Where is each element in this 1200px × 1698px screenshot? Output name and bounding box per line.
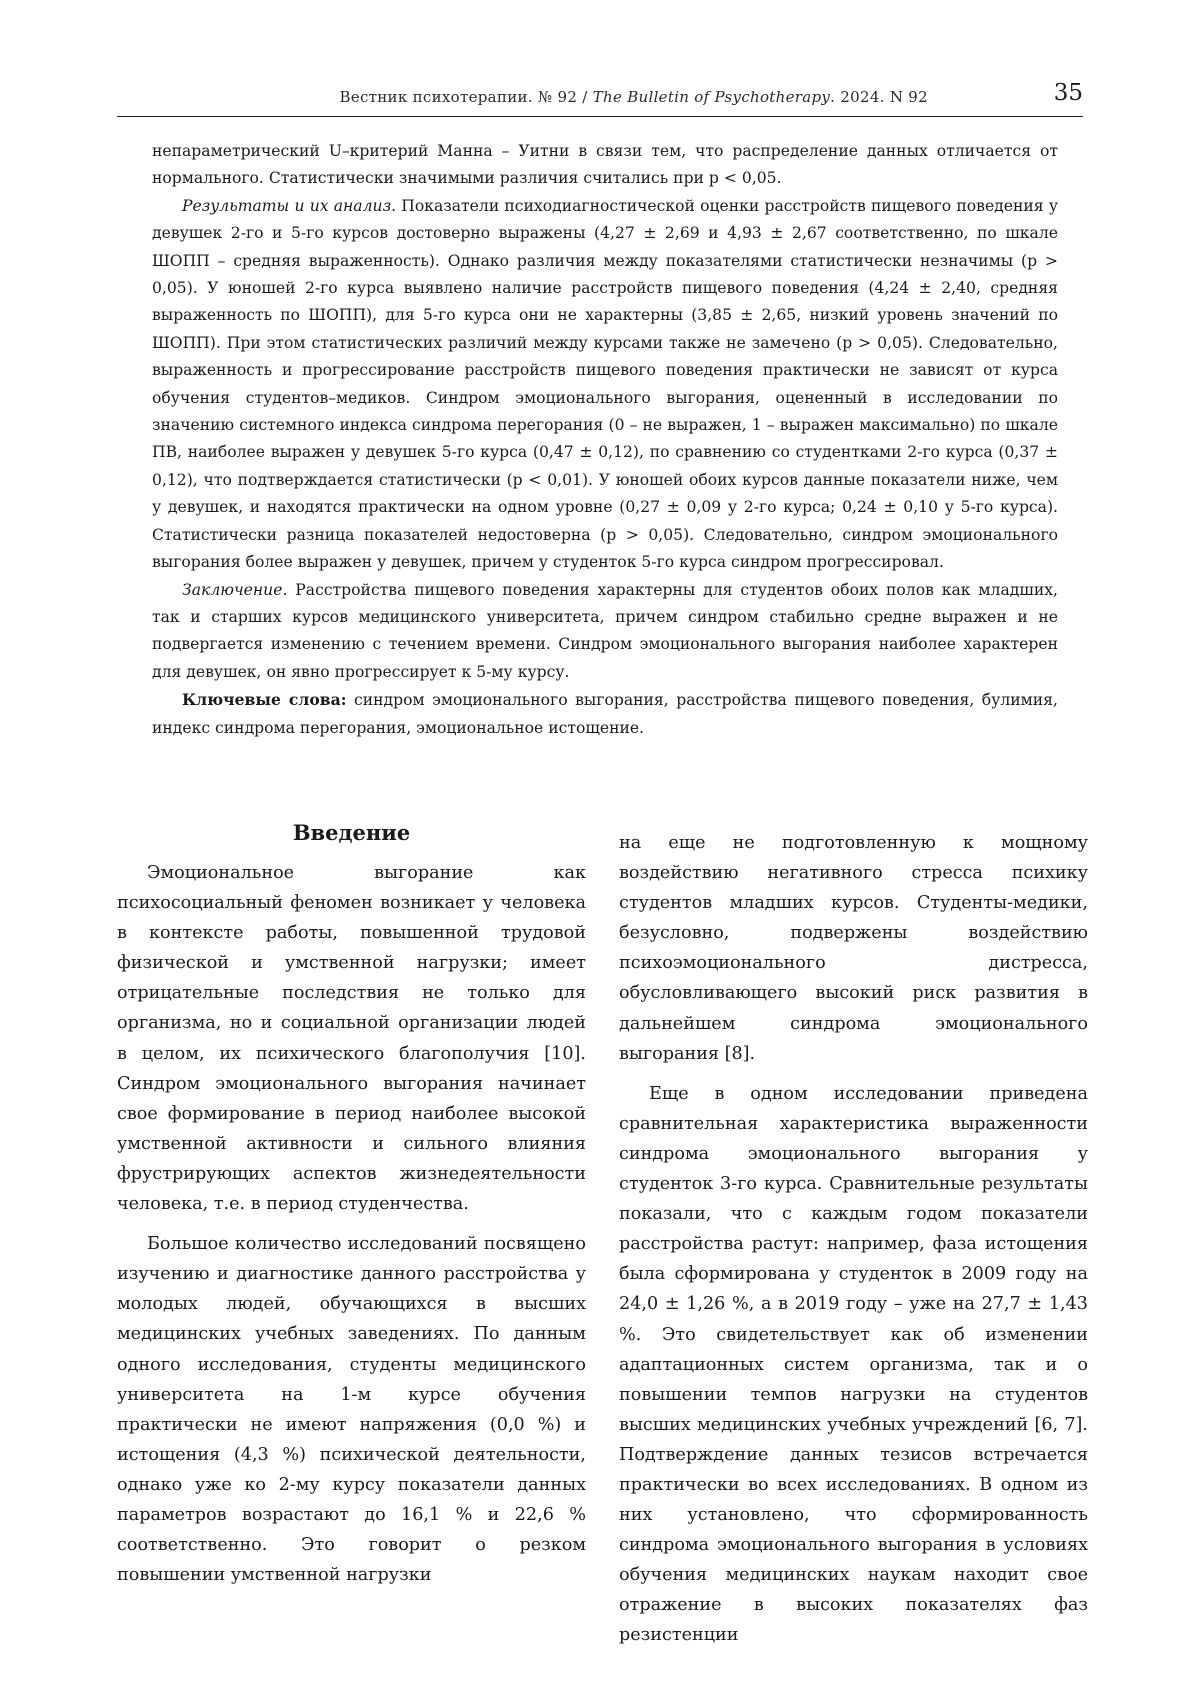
intro-paragraph-2-continued: на еще не подготовленную к мощному воздействию негативного стресса психику студентов младших курсов. Студенты-медики, безусловно, подвержены воздействию психоэмоционального дистресса, обусловливающего высокий риск развития в дальнейшем синдрома эмоционального выгорания [8]. [619,833,1088,1064]
abstract-conclusion-label: Заключение. [182,580,288,599]
left-column [117,858,586,1600]
intro-paragraph-3: Еще в одном исследовании приведена сравнительная характеристика выраженности синдрома эмоционального выгорания у студенток 3-го курса. Сравнительные результаты показали, что с каждым годом показатели расстройства растут: например, фаза истощения была сформирована у студенток в 2009 году на 24,0 ± 1,26 %, а в 2019 году – уже на 27,7 ± 1,43 %. Это свидетельствует как об изменении адаптационных систем организма, так и о повышении темпов нагрузки на студентов высших медицинских учебных учреждений [6, 7]. Подтверждение данных тезисов встречается практически во всех исследованиях. В одном из них установлено, что сформированность синдрома эмоционального выгорания в условиях обучения медицинских наукам находит свое отражение в высоких показателях фаз резистенции [619,1083,1088,1646]
abstract-keywords-label: Ключевые слова: [182,690,347,710]
page-number: 35 [1053,80,1083,106]
abstract-keywords [152,686,1058,742]
abstract-keywords-text: синдром эмоционального выгорания, расстройства пищевого поведения, булимия, индекс синдрома перегорания, эмоциональное истощение. [152,691,1058,737]
running-head [339,88,928,106]
running-head-separator: / [577,88,593,106]
abstract-conclusion [152,577,1058,687]
abstract-conclusion-text: Расстройства пищевого поведения характерны для студентов обоих полов как младших, так и старших курсов медицинского университета, причем синдром стабильно средне выражен и не подвергается изменению с течением времени. Синдром эмоционального выгорания наиболее характерен для девушек, он явно прогрессирует к 5-му курсу. [152,580,1058,681]
abstract [152,138,1058,742]
running-head-en: The Bulletin of Psychotherapy [592,88,831,106]
section-title-introduction: Введение [292,820,411,845]
page-header [117,80,1083,117]
abstract-results-text: Показатели психодиагностической оценки расстройств пищевого поведения у девушек 2-го и 5-го курсов достоверно выражены (4,27 ± 2,69 и 4,93 ± 2,67 соответственно, по шкале ШОПП – средняя выраженность). Однако различия между показателями статистически незначимы (p > 0,05). У юношей 2-го курса выявлено наличие расстройств пищевого поведения (4,24 ± 2,40, средняя выраженность по ШОПП), для 5-го курса они не характерны (3,85 ± 2,65, низкий уровень значений по ШОПП). При этом статистических различий между курсами также не замечено (p > 0,05). Следовательно, выраженность и прогрессирование расстройств пищевого поведения практически не зависят от курса обучения студентов–медиков. Синдром эмоционального выгорания, оцененный в исследовании по значению системного индекса синдрома перегорания (0 – не выражен, 1 – выражен максимально) по шкале ПВ, наиболее выражен у девушек 5-го курса (0,47 ± 0,12), по сравнению со студентками 2-го курса (0,37 ± 0,12), что подтверждается статистически (p < 0,01). У юношей обоих курсов данные показатели ниже, чем у девушек, и находятся практически на одном уровне (0,27 ± 0,09 у 2-го курса; 0,24 ± 0,10 у 5-го курса). Статистически разница показателей недостоверна (p > 0,05). Следовательно, синдром эмоционального выгорания более выражен у девушек, причем у студенток 5-го курса синдром прогрессировал. [152,196,1058,572]
right-column [619,828,1088,1661]
abstract-methods-tail: непараметрический U–критерий Манна – Уитни в связи тем, что распределение данных отличается от нормального. Статистически значимыми различия считались при p < 0,05. [152,142,1058,188]
intro-paragraph-2: Большое количество исследований посвящено изучению и диагностике данного расстройства у молодых людей, обучающихся в высших медицинских учебных заведениях. По данным одного исследования, студенты медицинского университета на 1-м курсе обучения практически не имеют напряжения (0,0 %) и истощения (4,3 %) психической деятельности, однако уже ко 2-му курсу показатели данных параметров возрастают до 16,1 % и 22,6 % соответственно. Это говорит о резком повышении умственной нагрузки [117,1234,586,1586]
running-head-en-tail: . 2024. N 92 [830,88,928,106]
abstract-results-label: Результаты и их анализ. [182,196,397,215]
abstract-results [152,193,1058,577]
running-head-ru: Вестник психотерапии. № 92 [339,88,578,106]
intro-paragraph-1: Эмоциональное выгорание как психосоциальный феномен возникает у человека в контексте работы, повышенной трудовой физической и умственной нагрузки; имеет отрицательные последствия не только для организма, но и социальной организации людей в целом, их психического благополучия [10]. Синдром эмоционального выгорания начинает свое формирование в период наиболее высокой умственной активности и сильного влияния фрустрирующих аспектов жизнедеятельности человека, т.е. в период студенчества. [117,863,586,1215]
